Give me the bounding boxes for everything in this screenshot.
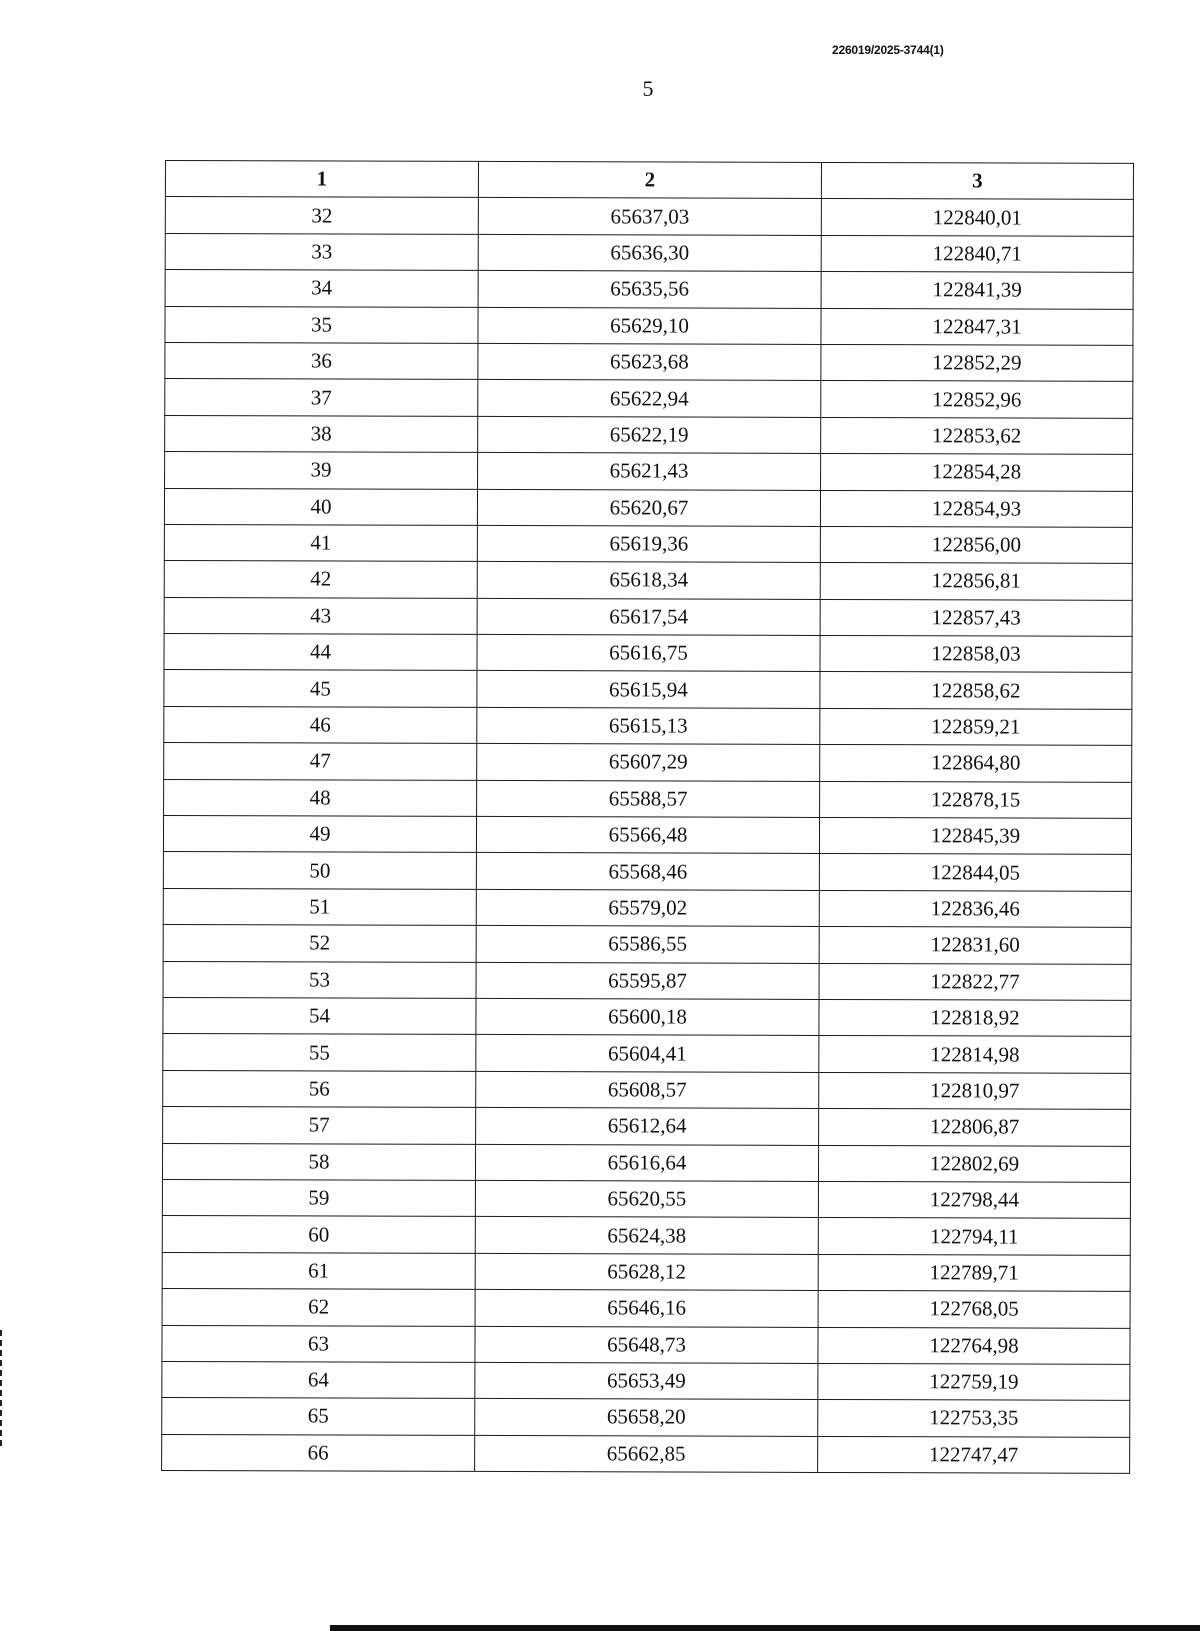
coordinate-y-cell: 122878,15: [820, 781, 1132, 818]
point-number-cell: 32: [165, 197, 478, 234]
table-row: [165, 233, 1133, 272]
table-row: [165, 306, 1133, 345]
table-row: [164, 524, 1132, 563]
table-row: [162, 1289, 1130, 1328]
table-header-row: [165, 161, 1133, 200]
coordinate-y-cell: 122789,71: [818, 1254, 1130, 1291]
coordinate-x-cell: 65620,55: [475, 1180, 818, 1217]
point-number-cell: 54: [163, 997, 476, 1034]
page-number: 5: [642, 76, 654, 101]
coordinate-y-cell: 122858,03: [820, 636, 1132, 673]
coordinate-y-cell: 122798,44: [818, 1181, 1130, 1218]
table-row: [165, 342, 1133, 381]
point-number-cell: 42: [164, 561, 477, 598]
coordinate-y-cell: 122857,43: [820, 599, 1132, 636]
point-number-cell: 57: [163, 1107, 476, 1144]
table-row: [164, 743, 1132, 782]
point-number-cell: 35: [165, 306, 478, 343]
coordinate-x-cell: 65617,54: [477, 598, 820, 635]
coordinate-y-cell: 122852,96: [821, 381, 1133, 418]
coordinate-x-cell: 65595,87: [476, 962, 819, 999]
point-number-cell: 63: [162, 1325, 475, 1362]
table-row: [162, 1179, 1130, 1218]
table-row: [162, 1216, 1130, 1255]
coordinate-y-cell: 122818,92: [819, 999, 1131, 1036]
coordinate-y-cell: 122802,69: [818, 1145, 1130, 1182]
coordinate-x-cell: 65637,03: [478, 198, 821, 235]
coordinate-y-cell: 122847,31: [821, 308, 1133, 345]
coordinate-y-cell: 122858,62: [820, 672, 1132, 709]
coordinate-x-cell: 65622,19: [478, 416, 821, 453]
coordinate-x-cell: 65615,94: [477, 671, 820, 708]
coordinate-x-cell: 65618,34: [477, 562, 820, 599]
point-number-cell: 41: [164, 524, 477, 561]
column-header-3: 3: [821, 162, 1133, 199]
coordinate-y-cell: 122840,01: [821, 199, 1133, 236]
coordinate-y-cell: 122810,97: [819, 1072, 1131, 1109]
coordinate-y-cell: 122814,98: [819, 1036, 1131, 1073]
coordinate-x-cell: 65612,64: [476, 1108, 819, 1145]
coordinate-y-cell: 122856,81: [820, 563, 1132, 600]
coordinate-x-cell: 65629,10: [478, 307, 821, 344]
point-number-cell: 61: [162, 1252, 475, 1289]
coordinate-y-cell: 122747,47: [818, 1436, 1130, 1473]
point-number-cell: 55: [163, 1034, 476, 1071]
table-row: [165, 270, 1133, 309]
coordinate-y-cell: 122768,05: [818, 1291, 1130, 1328]
coordinate-y-cell: 122794,11: [818, 1218, 1130, 1255]
table-row: [163, 925, 1131, 964]
table-row: [164, 597, 1132, 636]
table-row: [163, 1107, 1131, 1146]
table-row: [165, 379, 1133, 418]
coordinate-y-cell: 122840,71: [821, 235, 1133, 272]
coordinate-x-cell: 65615,13: [477, 707, 820, 744]
table-row: [163, 816, 1131, 855]
table-row: [164, 634, 1132, 673]
coordinate-x-cell: 65653,49: [475, 1362, 818, 1399]
table-row: [163, 1070, 1131, 1109]
table-row: [162, 1434, 1130, 1473]
coordinate-x-cell: 65658,20: [475, 1399, 818, 1436]
table-row: [162, 1398, 1130, 1437]
coordinate-y-cell: 122841,39: [821, 272, 1133, 309]
point-number-cell: 43: [164, 597, 477, 634]
coordinate-x-cell: 65620,67: [477, 489, 820, 526]
coordinate-y-cell: 122753,35: [818, 1400, 1130, 1437]
table-row: [164, 561, 1132, 600]
coordinate-y-cell: 122831,60: [819, 927, 1131, 964]
coordinate-x-cell: 65604,41: [476, 1035, 819, 1072]
coordinate-y-cell: 122852,29: [821, 344, 1133, 381]
point-number-cell: 64: [162, 1361, 475, 1398]
table-row: [162, 1361, 1130, 1400]
coordinate-y-cell: 122845,39: [819, 817, 1131, 854]
point-number-cell: 52: [163, 925, 476, 962]
scan-bottom-border: [330, 1625, 1200, 1631]
coordinate-x-cell: 65636,30: [478, 234, 821, 271]
point-number-cell: 34: [165, 270, 478, 307]
point-number-cell: 44: [164, 634, 477, 671]
document-registration-number: 226019/2025-3744(1): [832, 43, 944, 57]
point-number-cell: 66: [162, 1434, 475, 1471]
point-number-cell: 51: [163, 888, 476, 925]
table-row: [162, 1143, 1130, 1182]
point-number-cell: 46: [164, 706, 477, 743]
point-number-cell: 38: [165, 415, 478, 452]
coordinate-y-cell: 122806,87: [819, 1109, 1131, 1146]
coordinate-x-cell: 65588,57: [477, 780, 820, 817]
table-row: [165, 452, 1133, 491]
point-number-cell: 65: [162, 1398, 475, 1435]
coordinate-y-cell: 122854,28: [821, 454, 1133, 491]
coordinate-y-cell: 122764,98: [818, 1327, 1130, 1364]
point-number-cell: 62: [162, 1289, 475, 1326]
point-number-cell: 33: [165, 233, 478, 270]
coordinate-x-cell: 65623,68: [478, 343, 821, 380]
point-number-cell: 49: [163, 816, 476, 853]
coordinate-x-cell: 65628,12: [475, 1253, 818, 1290]
coordinate-y-cell: 122822,77: [819, 963, 1131, 1000]
table-row: [163, 997, 1131, 1036]
coordinate-y-cell: 122844,05: [819, 854, 1131, 891]
point-number-cell: 58: [162, 1143, 475, 1180]
coordinate-x-cell: 65586,55: [476, 926, 819, 963]
point-number-cell: 45: [164, 670, 477, 707]
table-row: [164, 779, 1132, 818]
table-row: [165, 197, 1133, 236]
table-row: [163, 1034, 1131, 1073]
coordinate-x-cell: 65568,46: [476, 853, 819, 890]
point-number-cell: 39: [165, 452, 478, 489]
coordinate-y-cell: 122853,62: [821, 417, 1133, 454]
coordinate-x-cell: 65635,56: [478, 271, 821, 308]
coordinate-x-cell: 65622,94: [478, 380, 821, 417]
table-row: [164, 706, 1132, 745]
coordinate-y-cell: 122759,19: [818, 1363, 1130, 1400]
coordinate-y-cell: 122856,00: [820, 526, 1132, 563]
table-row: [162, 1325, 1130, 1364]
coordinate-x-cell: 65608,57: [476, 1071, 819, 1108]
column-header-1: 1: [165, 161, 478, 198]
scan-edge-mark: [0, 1330, 2, 1450]
table-row: [163, 852, 1131, 891]
coordinate-x-cell: 65566,48: [476, 816, 819, 853]
table-row: [164, 670, 1132, 709]
table-row: [163, 888, 1131, 927]
coordinate-x-cell: 65621,43: [478, 453, 821, 490]
coordinate-y-cell: 122859,21: [820, 708, 1132, 745]
point-number-cell: 37: [165, 379, 478, 416]
table-row: [162, 1252, 1130, 1291]
point-number-cell: 60: [162, 1216, 475, 1253]
point-number-cell: 36: [165, 342, 478, 379]
table-row: [163, 961, 1131, 1000]
coordinate-x-cell: 65616,64: [475, 1144, 818, 1181]
table-row: [164, 488, 1132, 527]
point-number-cell: 56: [163, 1070, 476, 1107]
column-header-2: 2: [478, 161, 821, 198]
coordinate-x-cell: 65619,36: [477, 525, 820, 562]
coordinate-y-cell: 122854,93: [820, 490, 1132, 527]
coordinate-x-cell: 65648,73: [475, 1326, 818, 1363]
point-number-cell: 40: [164, 488, 477, 525]
point-number-cell: 59: [162, 1179, 475, 1216]
coordinate-x-cell: 65616,75: [477, 635, 820, 672]
point-number-cell: 47: [164, 743, 477, 780]
point-number-cell: 48: [164, 779, 477, 816]
table-body: [162, 197, 1134, 1474]
table-row: [165, 415, 1133, 454]
coordinate-x-cell: 65624,38: [475, 1217, 818, 1254]
coordinate-x-cell: 65646,16: [475, 1290, 818, 1327]
coordinates-table-container: [161, 160, 1133, 1474]
coordinate-x-cell: 65600,18: [476, 998, 819, 1035]
coordinate-y-cell: 122836,46: [819, 890, 1131, 927]
point-number-cell: 53: [163, 961, 476, 998]
coordinate-x-cell: 65662,85: [475, 1435, 818, 1472]
coordinate-y-cell: 122864,80: [820, 745, 1132, 782]
coordinate-x-cell: 65579,02: [476, 889, 819, 926]
coordinates-table: [161, 160, 1134, 1474]
coordinate-x-cell: 65607,29: [477, 744, 820, 781]
point-number-cell: 50: [163, 852, 476, 889]
